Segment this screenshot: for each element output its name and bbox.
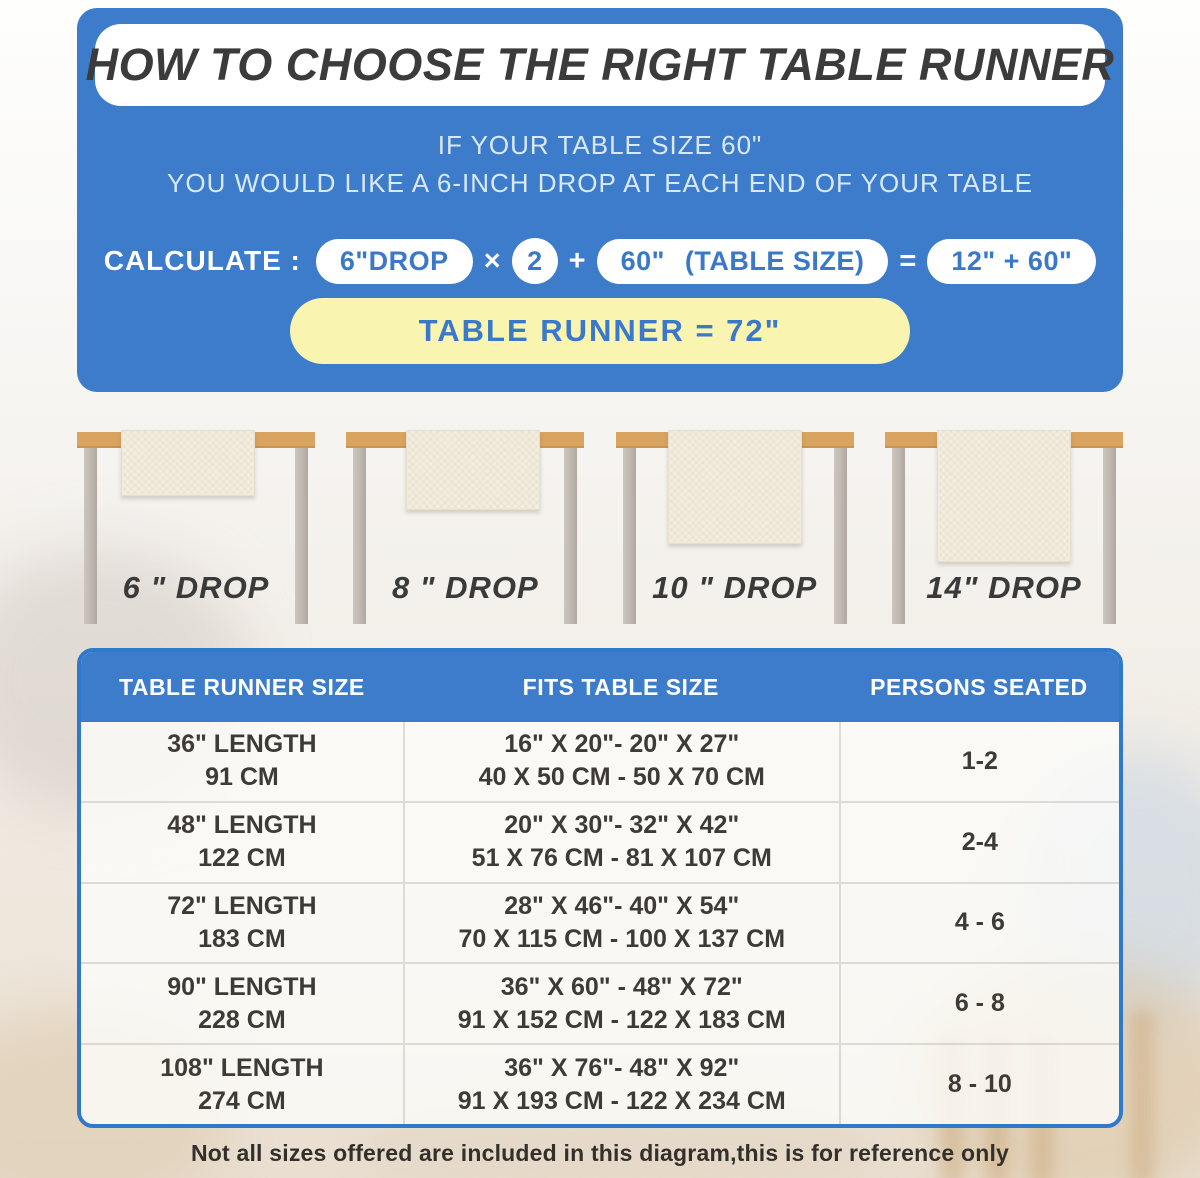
calculation-formula: [77, 234, 1123, 288]
drop-label: 6 " DROP: [122, 570, 270, 605]
drop-label: 14" DROP: [926, 570, 1082, 605]
runner-size-inches: 108" LENGTH: [160, 1053, 324, 1082]
runner-size-cell: [81, 964, 403, 1043]
table-demo-8-inch: [346, 420, 584, 632]
sum-pill: 12" + 60": [927, 239, 1096, 284]
persons-seated-cell: 1-2: [839, 722, 1119, 801]
fits-size-inches: 28" X 46"- 40" X 54": [504, 891, 740, 920]
multiply-sign: ×: [483, 244, 501, 277]
multiplier-circle: 2: [512, 238, 558, 284]
runner-size-inches: 90" LENGTH: [167, 972, 317, 1001]
table-size-note: (TABLE SIZE): [684, 245, 865, 276]
fits-size-inches: 36" X 60" - 48" X 72": [500, 972, 743, 1001]
equals-sign: =: [899, 244, 917, 277]
persons-seated-cell: 4 - 6: [839, 884, 1119, 963]
column-header-runner-size: TABLE RUNNER SIZE: [119, 673, 365, 700]
persons-seated-cell: 8 - 10: [839, 1045, 1119, 1124]
table-row: [81, 882, 1119, 963]
fits-size-inches: 36" X 76"- 48" X 92": [504, 1053, 740, 1082]
title-box: [85, 24, 1115, 106]
runner-size-cell: [81, 803, 403, 882]
persons-seated-cell: 6 - 8: [839, 964, 1119, 1043]
fits-size-inches: 20" X 30"- 32" X 42": [504, 811, 740, 840]
table-demo-10-inch: [616, 420, 854, 632]
column-header-fits-table-size: FITS TABLE SIZE: [522, 673, 719, 700]
result-banner: TABLE RUNNER = 72": [290, 298, 910, 364]
runner-size-inches: 72" LENGTH: [167, 891, 317, 920]
fits-table-size-cell: [403, 803, 839, 882]
drop-value-pill: 6"DROP: [316, 239, 473, 284]
fits-table-size-cell: [403, 964, 839, 1043]
calculate-label: CALCULATE :: [103, 245, 301, 276]
runner-size-cm: 91 CM: [205, 763, 279, 792]
table-row: [81, 801, 1119, 882]
table-row: [81, 722, 1119, 801]
subtitle-line-1: IF YOUR TABLE SIZE 60": [437, 130, 763, 160]
fits-table-size-cell: [403, 884, 839, 963]
fits-size-inches: 16" X 20"- 20" X 27": [504, 730, 740, 759]
size-chart-header-row: [81, 652, 1119, 722]
fits-table-size-cell: [403, 722, 839, 801]
plus-sign: +: [568, 244, 586, 277]
table-row: [81, 1043, 1119, 1124]
drop-illustrations: [77, 420, 1123, 632]
runner-size-cell: [81, 884, 403, 963]
runner-size-cm: 183 CM: [198, 924, 286, 953]
table-row: [81, 962, 1119, 1043]
fits-size-cm: 40 X 50 CM - 50 X 70 CM: [478, 763, 765, 792]
runner-size-inches: 48" LENGTH: [167, 811, 317, 840]
runner-size-inches: 36" LENGTH: [167, 730, 317, 759]
disclaimer-note: Not all sizes offered are included in this diagram,this is for reference only: [190, 1140, 1010, 1166]
subtitle-line-2: YOU WOULD LIKE A 6-INCH DROP AT EACH END OF YOUR TABLE: [167, 168, 1033, 198]
runner-size-cell: [81, 722, 403, 801]
header-banner: [77, 8, 1123, 392]
table-runner-illustration: [406, 430, 540, 510]
persons-seated-cell: 2-4: [839, 803, 1119, 882]
fits-size-cm: 51 X 76 CM - 81 X 107 CM: [471, 844, 772, 873]
runner-size-cm: 122 CM: [198, 844, 286, 873]
fits-size-cm: 91 X 193 CM - 122 X 234 CM: [457, 1086, 786, 1115]
column-header-persons-seated: PERSONS SEATED: [870, 673, 1088, 700]
table-runner-illustration: [937, 430, 1071, 562]
table-demo-14-inch: [885, 420, 1123, 632]
table-demo-6-inch: [77, 420, 315, 632]
runner-size-cell: [81, 1045, 403, 1124]
page-title: HOW TO CHOOSE THE RIGHT TABLE RUNNER: [85, 39, 1115, 90]
table-runner-illustration: [668, 430, 802, 544]
fits-size-cm: 70 X 115 CM - 100 X 137 CM: [458, 924, 786, 953]
drop-label: 10 " DROP: [652, 570, 818, 605]
drop-label: 8 " DROP: [391, 570, 539, 605]
table-runner-illustration: [121, 430, 255, 496]
runner-size-cm: 228 CM: [198, 1005, 286, 1034]
size-chart-table: [77, 648, 1123, 1128]
fits-table-size-cell: [403, 1045, 839, 1124]
table-size-value: 60": [620, 245, 665, 276]
fits-size-cm: 91 X 152 CM - 122 X 183 CM: [457, 1005, 786, 1034]
table-size-pill: [597, 239, 889, 284]
size-chart-body: [81, 722, 1119, 1124]
runner-size-cm: 274 CM: [198, 1086, 286, 1115]
